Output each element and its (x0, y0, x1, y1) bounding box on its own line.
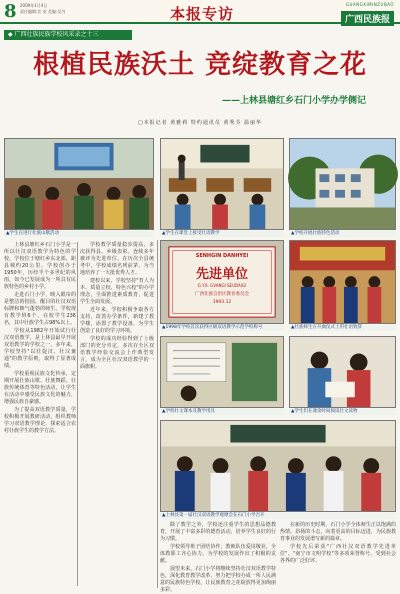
paragraph: 近年来，学校积极争取各方支持，改善办学条件，新建了教学楼，添置了教学设备，为学生创造了良好的学习环境。 (80, 307, 154, 334)
masthead (0, 0, 400, 24)
publication-date: 2009年1月4日 (20, 3, 48, 8)
caption-4: ▲1998年学校首次获得区级双语教学示范学校称号 (160, 325, 284, 331)
caption-7: ▲学生们在课余时间阅读壮文读物 (289, 409, 396, 415)
photo-school-building (289, 138, 396, 230)
brand-english: GUANGXIMINZUBAO (345, 2, 394, 7)
text-column-3 (160, 522, 276, 593)
page-number: 8 (4, 1, 17, 22)
sign-line-2: 先进单位 (195, 267, 248, 282)
paragraph: 学校重视民族文化传承，定期开展壮族山歌、壮族舞蹈、壮族传统体育等特色活动，让学生在活动中感受民族文化的魅力，增强民族自豪感。 (4, 371, 76, 405)
paragraph: 建校以来，学校坚持"育人为本、质量立校、特色兴校"的办学理念，全面推进素质教育，促进学生全面发展。 (80, 278, 154, 305)
paragraph: 除了教学之外，学校还注重学生的思想品德教育，开展了丰富多彩的德育活动，培养学生良好的行为习惯。 (160, 522, 276, 542)
column-divider (77, 242, 78, 586)
photo-teaching-observation (160, 420, 396, 512)
paragraph: 展望未来，石门小学将继续坚持壮汉双语教学特色，深化教育教学改革，努力把学校办成一所人民满意的民族特色学校，让民族教育之花绽放得更加绚丽多彩。 (160, 566, 276, 593)
caption-2: ▲学生在课堂上接受壮语教学 (160, 231, 284, 237)
caption-8: ▲上林县第一届壮汉双语教学观摩会在石门小学召开 (160, 513, 396, 519)
text-column-1 (4, 242, 76, 586)
caption-1: ▲学生在进行壮族山歌活动 (4, 231, 154, 237)
section-title: 本报专访 (170, 5, 235, 23)
photo-students-reading (289, 336, 396, 408)
series-band: ◆ 广西壮族民族学校风采录之十三 (4, 30, 132, 40)
editor-credit: 责任编辑:农 英 美编:吴丹 (20, 9, 66, 14)
sign-line-5: 1993.12 (212, 300, 232, 305)
sign-line-1: SENHGIN DANHYEI (195, 253, 249, 259)
sign-line-4: 广西壮族自治区教育委员会 (195, 292, 249, 297)
text-column-2 (80, 242, 154, 586)
article-subhead: ——上林县塘红乡石门小学办学侧记 (221, 96, 366, 106)
paragraph: 学校教学质量稳步提高，多次获得县、乡级表彰，连续多年被评为先进单位。在历次全县统考中，学校成绩名列前茅，为当地培养了一大批优秀人才。 (80, 242, 154, 276)
paragraph: 上林县塘红乡石门小学是一所以壮汉双语教学为特色的学校，学校位于塘红乡东北部，距县城约20公里。学校创办于1950年，历经半个多世纪的风雨，如今已发展成为一所具有民族特色的乡村小学。 (4, 242, 76, 290)
paragraph: 在新的历史时期，石门小学全体师生正以饱满的热情、昂扬的斗志，向着更高的目标迈进，为民族教育事业的发展谱写新的篇章。 (280, 522, 396, 542)
photo-students-singing (4, 138, 154, 230)
paragraph: 学校先后荣获"广西壮汉双语教学先进单位"、"南宁市文明学校"等多项荣誉称号，受到社会各界的广泛好评。 (280, 544, 396, 564)
paragraph: 为了提高双语教学质量，学校积极开展教研活动，组织教师学习双语教学理论，探索适合农村壮族学生的教学方法。 (4, 407, 76, 434)
caption-6: ▲学校壮文课本及教学用具 (160, 409, 284, 415)
publication-meta (20, 3, 65, 15)
photo-ceremony (289, 240, 396, 324)
photo-textbooks (160, 336, 284, 408)
paragraph: 走进石门小学，映入眼帘的是整洁的校园、醒目的壮汉双语标牌和朝气蓬勃的师生。学校现有教学班6个，在校学生236名，其中壮族学生占98%以上。 (4, 292, 76, 326)
photo-classroom (160, 138, 284, 230)
paragraph: 学校领导班子团结协作，教师队伍爱岗敬业，全体教职工齐心协力，为学校的发展作出了积极的贡献。 (160, 544, 276, 564)
caption-3: ▲学校开展壮族特色活动 (289, 231, 396, 237)
paragraph: 学校的成功经验得到了上级部门的充分肯定，多次在全区双语教学经验交流会上作典型发言，成为全区壮汉双语教学的一面旗帜。 (80, 336, 154, 370)
photo-award-sign (160, 240, 284, 324)
caption-5: ▲壮族师生在升旗仪式上用壮语致辞 (289, 325, 396, 331)
text-column-4 (280, 522, 396, 588)
brand-chinese: 广西民族报 (341, 11, 394, 26)
column-divider (157, 240, 158, 588)
article-headline: 根植民族沃土 竞绽教育之花 (32, 50, 368, 80)
newspaper-brand (341, 2, 394, 26)
sign-line-3: G.Y.S. GVANGI SEUDAIGI (197, 283, 247, 288)
article-byline: □本报记者 黄雅莉 特约通讯员 黄秀芬 温丽华 (137, 120, 263, 126)
paragraph: 学校从1982年开始试行壮汉双语教学，是上林县最早开展双语教学的学校之一。多年来，学校坚持"以壮促汉、壮汉兼通"的教学原则，取得了显著成绩。 (4, 328, 76, 369)
